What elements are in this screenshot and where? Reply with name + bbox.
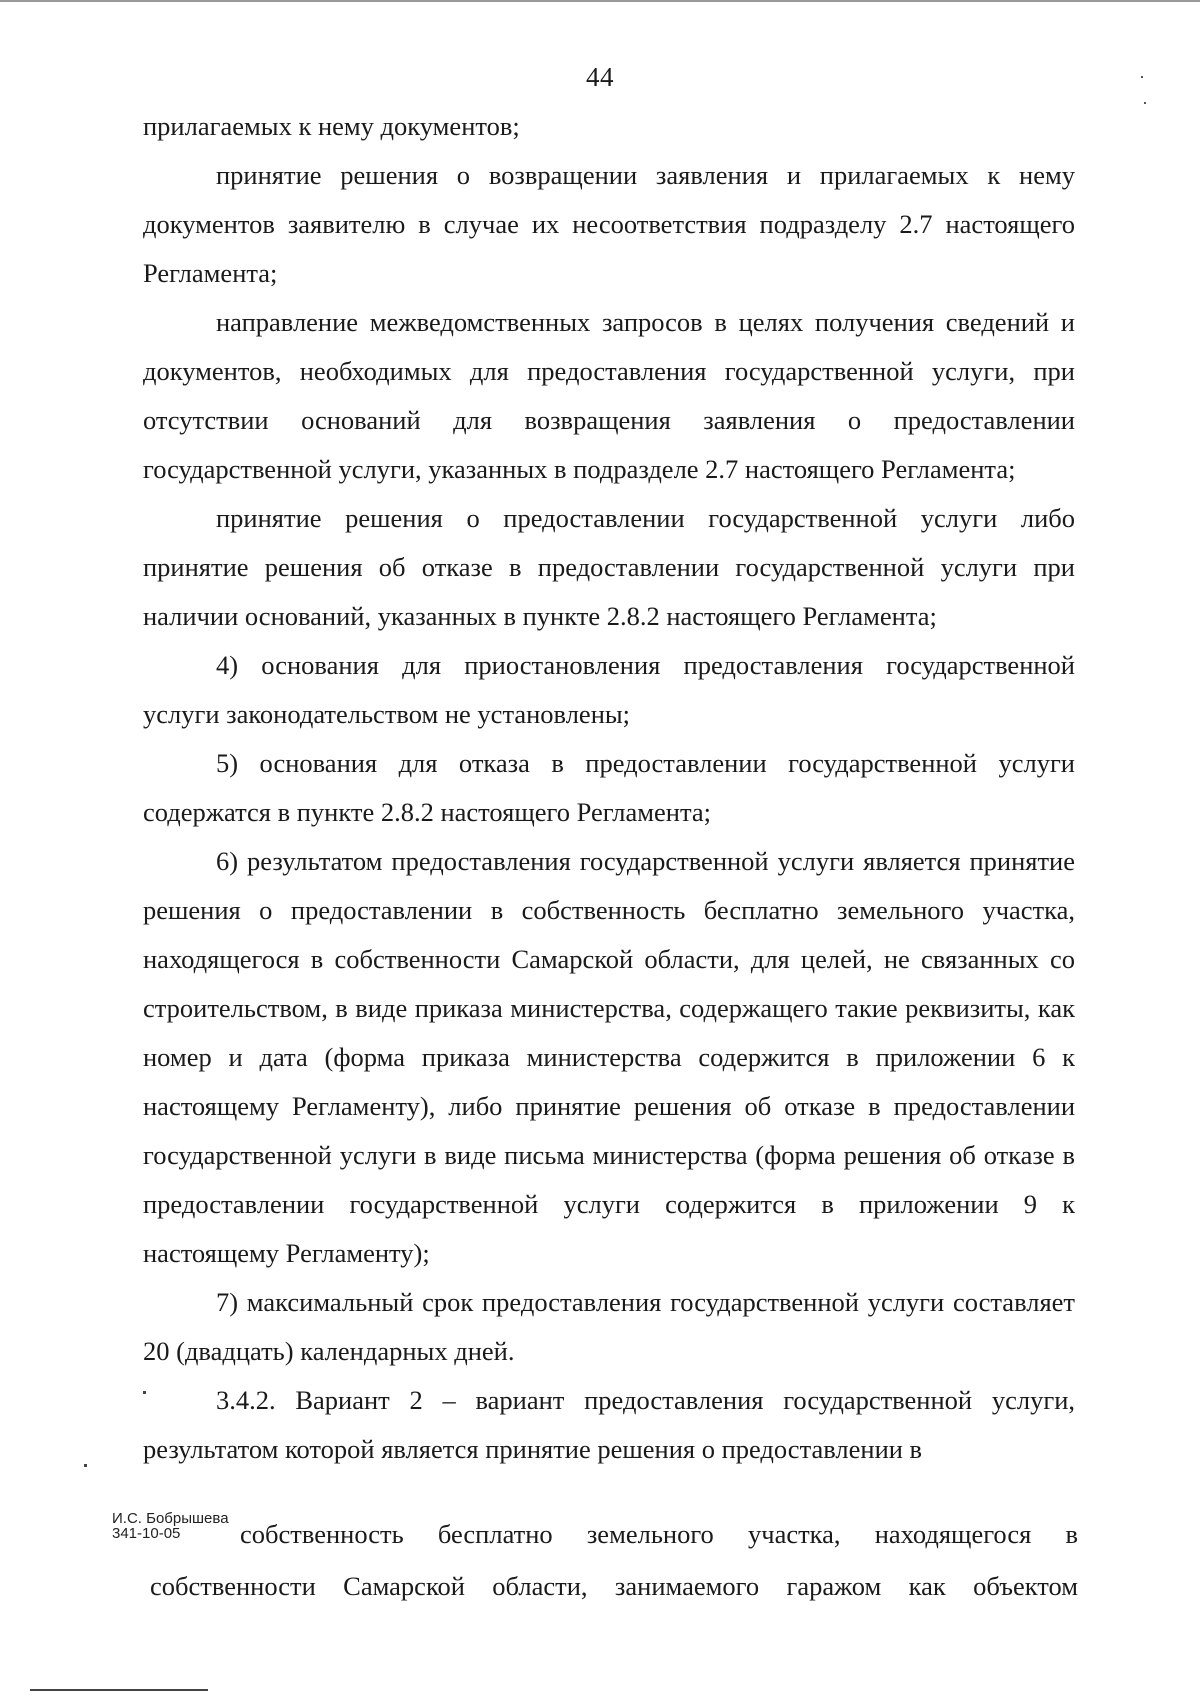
scan-speck (143, 1391, 146, 1394)
paragraph-item-7: 7) максимальный срок предоставления государственной услуги составляет 20 (двадцать) календарных дней. (143, 1287, 1075, 1366)
scan-speck (84, 1464, 87, 1467)
paragraph-item-4: 4) основания для приостановления предоставления государственной услуги законодательством не установлены; (143, 650, 1075, 729)
paragraph-continuation-line (240, 1510, 1078, 1559)
executor-stamp (112, 1511, 229, 1541)
footer-rule (30, 1689, 208, 1691)
paragraph-continuation-line (150, 1562, 1078, 1611)
paragraph: направление межведомственных запросов в целях получения сведений и документов, необходимых для предоставления государственной услуги, при отсутствии оснований для возвращения заявления о предоставлении государственной услуги, указанных в подразделе 2.7 настоящего Регламента; (143, 307, 1075, 484)
paragraph-continuation: прилагаемых к нему документов; (143, 111, 520, 141)
paragraph-variant-2: 3.4.2. Вариант 2 – вариант предоставления государственной услуги, результатом которой является принятие решения о предоставлении в (143, 1385, 1075, 1464)
text-line: собственность бесплатно земельного участка, находящегося в (240, 1519, 1078, 1549)
executor-phone: 341-10-05 (112, 1525, 181, 1542)
text-line: собственности Самарской области, занимаемого гаражом как объектом (150, 1571, 1078, 1601)
paragraph: принятие решения о предоставлении государственной услуги либо принятие решения об отказе в предоставлении государственной услуги при наличии оснований, указанных в пункте 2.8.2 настоящего Регламента; (143, 503, 1075, 631)
page-top-edge (0, 0, 1200, 2)
paragraph: принятие решения о возвращении заявления и прилагаемых к нему документов заявителю в случае их несоответствия подразделу 2.7 настоящего Регламента; (143, 160, 1075, 288)
scan-speck (1141, 76, 1143, 78)
paragraph-item-5: 5) основания для отказа в предоставлении государственной услуги содержатся в пункте 2.8.2 настоящего Регламента; (143, 748, 1075, 827)
executor-name: И.С. Бобрышева (112, 1510, 229, 1527)
scan-speck (1144, 102, 1146, 104)
page-number: 44 (586, 62, 614, 92)
paragraph-item-6: 6) результатом предоставления государственной услуги является принятие решения о предоставлении в собственность бесплатно земельного участка, находящегося в собственности Самарской области, для целей, не связанных со строительством, в виде приказа министерства, содержащего такие реквизиты, как номер и дата (форма приказа министерства содержится в приложении 6 к настоящему Регламенту), либо принятие решения об отказе в предоставлении государственной услуги в виде письма министерства (форма решения об отказе в предоставлении государственной услуги содержится в приложении 9 к настоящему Регламенту); (143, 846, 1075, 1268)
document-body (143, 102, 1075, 1474)
